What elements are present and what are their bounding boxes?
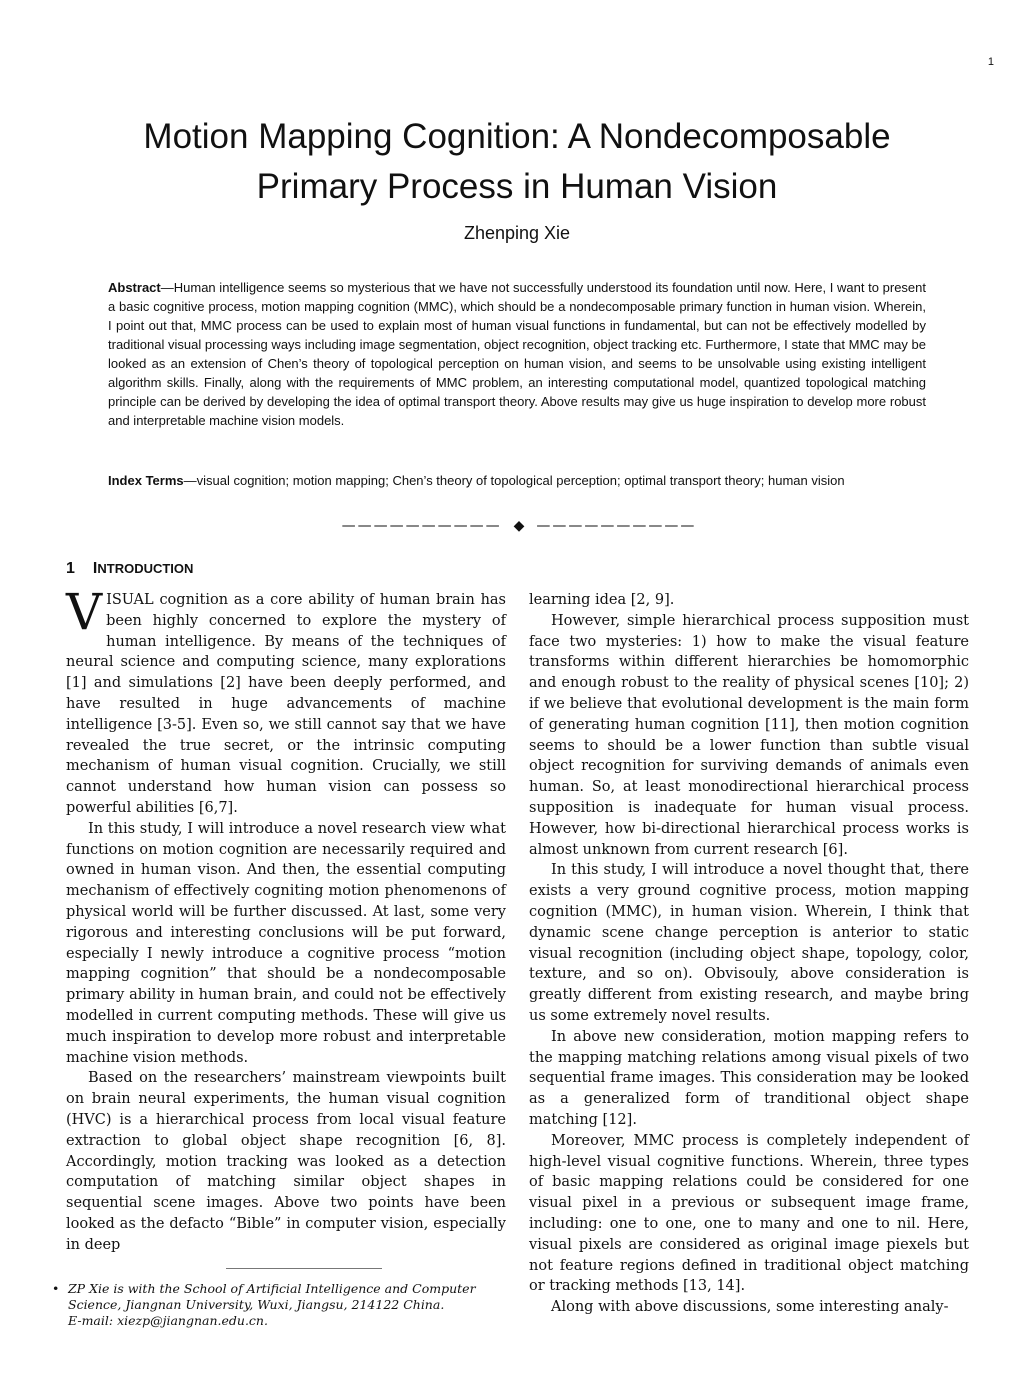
- divider-right: ——————————: [536, 518, 697, 534]
- footnote-rule: [226, 1268, 382, 1269]
- title-line-2: Primary Process in Human Vision: [256, 167, 778, 206]
- abstract-text: Human intelligence seems so mysterious that we have not successfully understood its foundation until now. Here, I want to present a basic cognitive process, motion mapping cognition (MMC), which should be a nondecomposable primary function in human vision. Wherein, I point out that, MMC process can be used to explain most of human visual functions in fundamental, but can not be effectively modelled by traditional visual processing ways including image segmentation, object recognition, object tracking etc. Furthermore, I state that MMC may be looked as an extension of Chen’s theory of topological perception on human vision, and seems to be unsolvable using existing intelligent algorithm skills. Finally, along with the requirements of MMC problem, an interesting computational model, quantized topological matching principle can be derived by developing the idea of optimal transport theory. Above results may give us huge inspiration to develop more robust and interpretable machine vision models.: [108, 280, 926, 428]
- section-heading: [66, 560, 193, 578]
- title-line-1: Motion Mapping Cognition: A Nondecomposable: [143, 117, 891, 156]
- left-column: [66, 583, 507, 1256]
- footnote: [52, 1281, 502, 1329]
- author-name: Zhenping Xie: [463, 223, 571, 243]
- page-number: 1: [987, 56, 994, 68]
- footnote-email: E-mail: xiezp@jiangnan.edu.cn.: [68, 1313, 268, 1328]
- right-paragraph-3: In above new consideration, motion mapping refers to the mapping matching relations among visual pixels of two sequential frame images. This consideration may be looked as a generalized form of tranditional object shape matching [12].: [529, 1028, 969, 1128]
- abstract-label: Abstract: [108, 280, 161, 295]
- footnote-text: [68, 1281, 502, 1329]
- right-paragraph-1: However, simple hierarchical process supposition must face two mysteries: 1) how to make the visual feature transforms within different hierarchies be homomorphic and enough robust to the reality of physical scenes [10]; 2) if we believe that evolutional development is the main form of generating human cognition [11], then motion cognition seems to should be a lower function than subtle visual object recognition for surviving demands of animals even human. So, at least monodirectional hierarchical process supposition is inadequate for human visual process. However, how bi-directional hierarchical process works is almost unknown from current research [6].: [529, 612, 969, 858]
- abstract: [108, 278, 926, 430]
- section-title-initial: I: [92, 560, 98, 577]
- intro-paragraph-1: [66, 583, 507, 819]
- index-terms-dash: —: [183, 473, 197, 488]
- diamond-icon: ◆: [513, 518, 525, 534]
- section-divider: [327, 518, 711, 534]
- footnote-bullet: •: [52, 1281, 60, 1296]
- right-paragraph-2: In this study, I will introduce a novel thought that, there exists a very ground cognitive process, motion mapping cognition (MMC), in human vision. Wherein, I think that dynamic scene change perception is anterior to static visual recognition (including object shape, topology, color, texture, and so on). Obvisouly, above consideration is greatly different from existing research, and maybe bring us some extremely novel results.: [529, 862, 969, 1024]
- intro-paragraph-3: Based on the researchers’ mainstream viewpoints built on brain neural experiments, the human visual cognition (HVC) is a hierarchical process from local visual feature extraction to global object shape recognition [6, 8]. Accordingly, motion tracking was looked as a detection computation of matching similar object shapes in sequential scene images. Above two points have been looked as the defacto “Bible” in computer vision, especially in deep: [66, 1070, 506, 1253]
- right-paragraph-0: learning idea [2, 9].: [529, 592, 675, 608]
- footnote-affiliation: ZP Xie is with the School of Artificial Intelligence and Computer Science, Jiangnan University, Wuxi, Jiangsu, 214122 China.: [68, 1281, 476, 1312]
- drop-cap: V: [66, 583, 103, 641]
- paper-title: [60, 112, 974, 212]
- right-paragraph-5: Along with above discussions, some interesting analy-: [551, 1299, 949, 1316]
- index-terms-label: Index Terms: [108, 473, 184, 488]
- section-number: 1: [66, 560, 75, 577]
- intro-paragraph-2: In this study, I will introduce a novel research view what functions on motion cognition are necessarily required and owned in human vison. And then, the essential computing mechanism of effectively cogniting motion phenomenons of physical world will be further discussed. At last, some very rigorous and interesting conclusions will be put forward, especially I newly introduce a cognitive process “motion mapping cognition” that should be a nondecomposable primary ability in human brain, and could not be effectively modelled in current computing methods. These will give us much inspiration to develop more robust and interpretable machine vision methods.: [66, 820, 506, 1066]
- first-word-rest: ISUAL: [106, 592, 154, 608]
- section-title-rest: NTRODUCTION: [97, 561, 194, 576]
- index-terms-text: visual cognition; motion mapping; Chen’s theory of topological perception; optimal transport theory; human vision: [196, 473, 845, 488]
- intro-paragraph-1-text: cognition as a core ability of human brain has been highly concerned to explore the mystery of human intelligence. By means of the techniques of neural science and computing science, many explorations [1] and simulations [2] have been deeply performed, and have resulted in huge advancements of machine intelligence [3-5]. Even so, we still cannot say that we have revealed the true secret, or the intrinsic computing mechanism of human visual cognition. Crucially, we still cannot understand how human vision can possess so powerful abilities [6,7].: [66, 592, 507, 816]
- index-terms: [108, 471, 926, 490]
- right-paragraph-4: Moreover, MMC process is completely independent of high-level visual cognitive functions. Wherein, three types of basic mapping relations could be considered for one visual pixel in a previous or subsequent image frame, including: one to one, one to many and one to nil. Here, visual pixels are considered as original image piexels but not feature regions defined in traditional object matching or tracking methods [13, 14].: [529, 1132, 969, 1295]
- abstract-dash: —: [160, 280, 174, 295]
- divider-left: ——————————: [341, 518, 502, 534]
- right-column: [529, 590, 969, 1318]
